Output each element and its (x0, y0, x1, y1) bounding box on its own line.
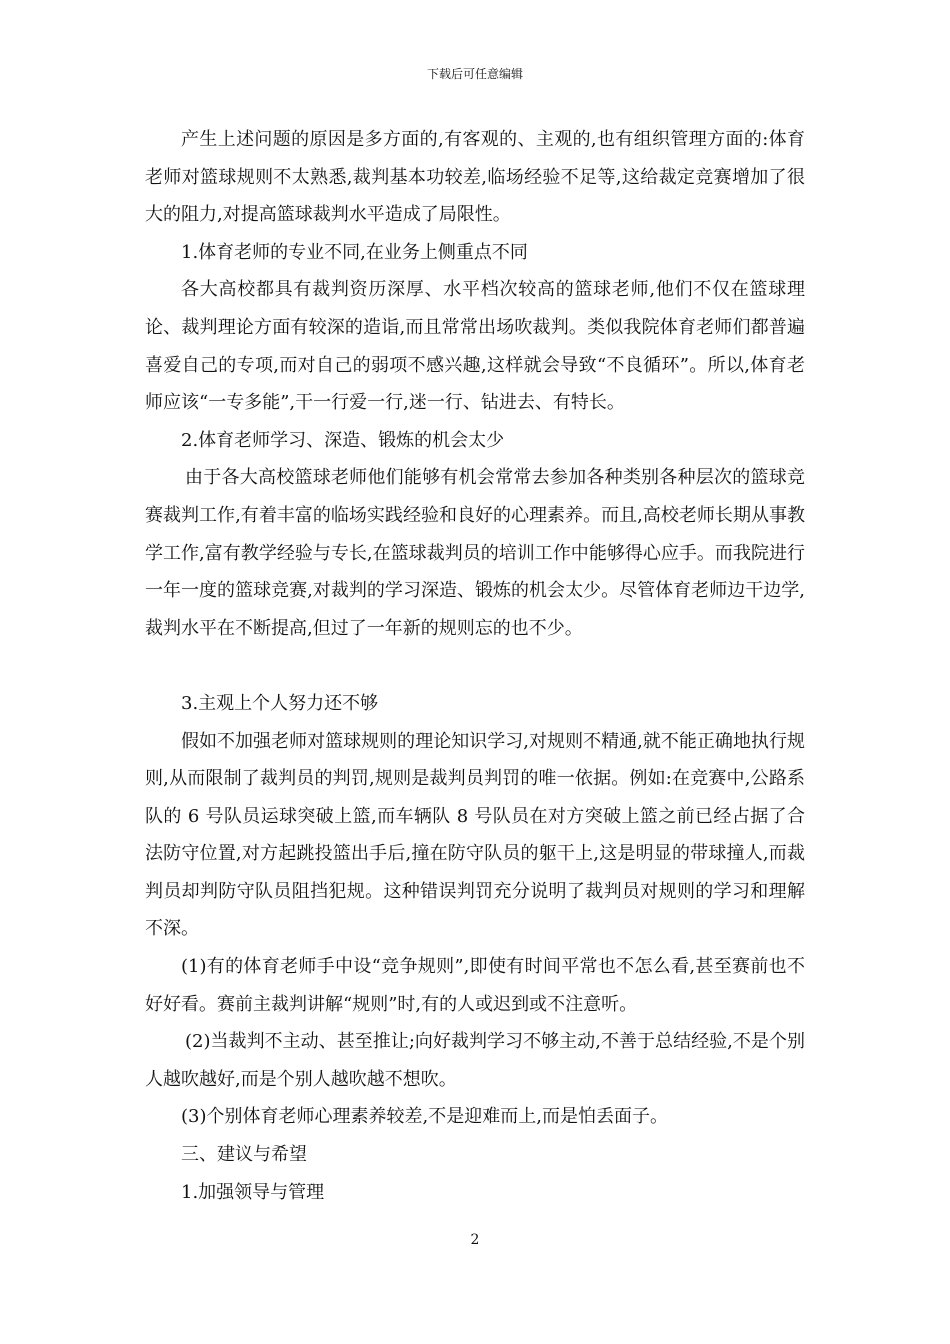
blank-line (145, 647, 805, 685)
page-header: 下载后可任意编辑 (426, 67, 523, 81)
paragraph-specialty: 各大高校都具有裁判资历深厚、水平档次较高的篮球老师,他们不仅在篮球理论、裁判理论方面有较深的造诣,而且常常出场吹裁判。类似我院体育老师们都普遍喜爱自己的专项,而对自己的弱项不感兴趣,这样就会导致“不良循环”。所以,体育老师应该“一专多能”,干一行爱一行,迷一行、钻进去、有特长。 (145, 279, 805, 414)
section-heading-suggestions: 三、建议与希望 (181, 1144, 307, 1166)
heading-leadership: 1.加强领导与管理 (181, 1181, 325, 1203)
list-item-3: (3)个别体育老师心理素养较差,不是迎难而上,而是怕丢面子。 (181, 1106, 668, 1128)
heading-1-specialty: 1.体育老师的专业不同,在业务上侧重点不同 (181, 241, 528, 263)
heading-3-effort: 3.主观上个人努力还不够 (181, 692, 379, 714)
document-body (145, 121, 805, 1211)
paragraph-effort: 假如不加强老师对篮球规则的理论知识学习,对规则不精通,就不能正确地执行规则,从而限制了裁判员的判罚,规则是裁判员判罚的唯一依据。例如:在竞赛中,公路系队的 6 号队员运球突破上篮,而车辆队 8 号队员在对方突破上篮之前已经占据了合法防守位置,对方起跳投篮出手后,撞在防守队员的躯干上,这是明显的带球撞人,而裁判员却判防守队员阻挡犯规。这种错误判罚充分说明了裁判员对规则的学习和理解不深。 (145, 730, 805, 940)
page-number: 2 (470, 1232, 480, 1248)
paragraph-causes: 产生上述问题的原因是多方面的,有客观的、主观的,也有组织管理方面的:体育老师对篮球规则不太熟悉,裁判基本功较差,临场经验不足等,这给裁定竞赛增加了很大的阻力,对提高篮球裁判水平造成了局限性。 (145, 129, 805, 226)
list-item-1: (1)有的体育老师手中设“竞争规则”,即使有时间平常也不怎么看,甚至赛前也不好好看。赛前主裁判讲解“规则”时,有的人或迟到或不注意听。 (145, 956, 805, 1015)
list-item-2: (2)当裁判不主动、甚至推让;向好裁判学习不够主动,不善于总结经验,不是个别人越吹越好,而是个别人越吹越不想吹。 (145, 1031, 805, 1090)
paragraph-opportunity: 由于各大高校篮球老师他们能够有机会常常去参加各种类别各种层次的篮球竞赛裁判工作,有着丰富的临场实践经验和良好的心理素养。而且,高校老师长期从事教学工作,富有教学经验与专长,在篮球裁判员的培训工作中能够得心应手。而我院进行一年一度的篮球竞赛,对裁判的学习深造、锻炼的机会太少。尽管体育老师边干边学,裁判水平在不断提高,但过了一年新的规则忘的也不少。 (145, 467, 805, 639)
heading-2-opportunity: 2.体育老师学习、深造、锻炼的机会太少 (181, 429, 505, 451)
